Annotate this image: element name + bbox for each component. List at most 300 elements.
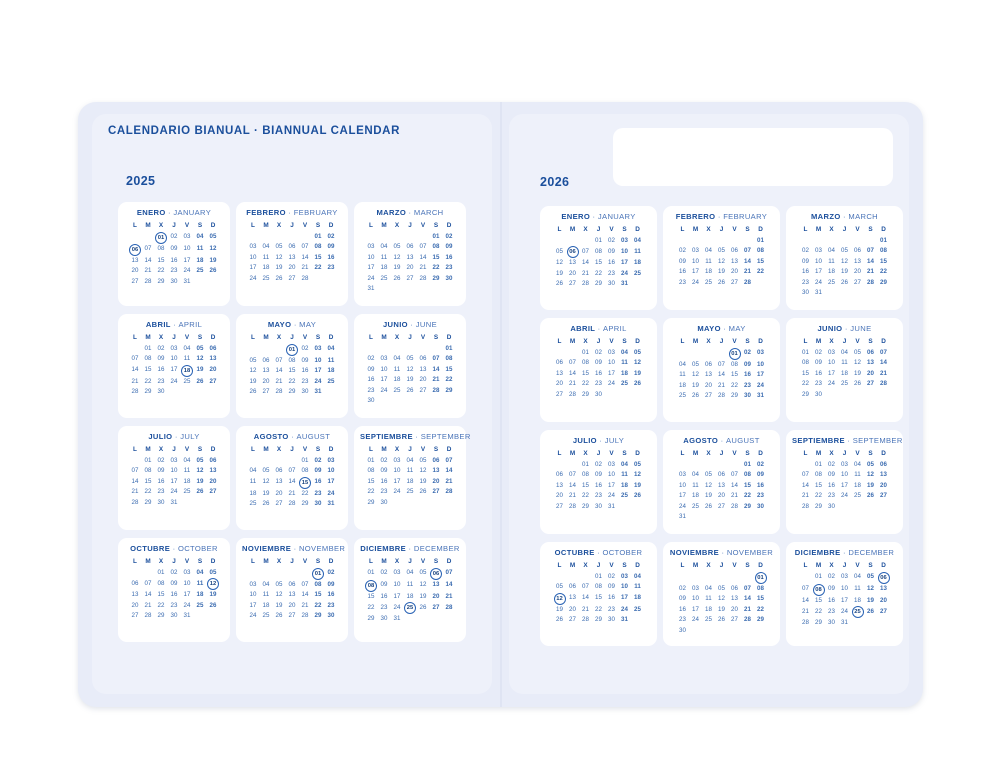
- weekend-day[interactable]: 16: [327, 253, 335, 261]
- day-cell[interactable]: 04: [406, 456, 414, 464]
- month-card[interactable]: [118, 314, 230, 418]
- day-cell[interactable]: 28: [288, 500, 296, 507]
- day-cell[interactable]: 17: [841, 596, 848, 604]
- weekend-day[interactable]: 26: [867, 492, 874, 499]
- day-cell[interactable]: 16: [380, 477, 388, 485]
- weekend-day[interactable]: 24: [327, 489, 335, 497]
- day-cell[interactable]: 03: [367, 243, 375, 250]
- day-cell[interactable]: 09: [367, 365, 375, 373]
- weekend-day[interactable]: 11: [196, 245, 204, 253]
- day-cell[interactable]: 06: [731, 584, 738, 592]
- day-cell[interactable]: 20: [569, 269, 576, 277]
- month-card[interactable]: [540, 206, 657, 310]
- day-cell[interactable]: 08: [815, 471, 822, 478]
- day-cell[interactable]: 13: [275, 478, 283, 486]
- day-cell[interactable]: 01: [157, 568, 165, 576]
- day-cell[interactable]: 19: [406, 376, 414, 383]
- day-cell[interactable]: 21: [288, 489, 296, 497]
- weekend-day[interactable]: 28: [867, 278, 874, 286]
- weekend-day[interactable]: 16: [445, 253, 453, 261]
- day-cell[interactable]: 07: [275, 356, 283, 364]
- day-cell[interactable]: 28: [569, 502, 576, 510]
- day-cell[interactable]: 23: [301, 377, 309, 385]
- day-cell[interactable]: 07: [288, 467, 296, 474]
- day-cell[interactable]: 06: [406, 243, 414, 250]
- holiday-day[interactable]: 01: [286, 344, 299, 356]
- day-cell[interactable]: 27: [131, 277, 139, 285]
- day-cell[interactable]: 22: [802, 380, 809, 387]
- weekend-day[interactable]: 21: [867, 268, 874, 275]
- day-cell[interactable]: 01: [367, 569, 375, 577]
- month-card[interactable]: [118, 202, 230, 306]
- day-cell[interactable]: 01: [367, 456, 375, 464]
- weekend-day[interactable]: 29: [880, 278, 887, 286]
- day-cell[interactable]: 09: [595, 471, 602, 478]
- weekend-day[interactable]: 19: [196, 366, 204, 374]
- weekend-day[interactable]: 14: [867, 257, 874, 265]
- day-cell[interactable]: 03: [393, 569, 401, 577]
- weekend-day[interactable]: 29: [445, 386, 453, 394]
- day-cell[interactable]: 31: [815, 289, 822, 296]
- day-cell[interactable]: 26: [275, 274, 283, 282]
- day-cell[interactable]: 02: [170, 233, 178, 241]
- weekend-day[interactable]: 24: [621, 269, 628, 277]
- day-cell[interactable]: 27: [262, 388, 270, 395]
- weekend-day[interactable]: 26: [634, 380, 641, 387]
- weekend-day[interactable]: 05: [196, 344, 204, 352]
- day-cell[interactable]: 10: [692, 257, 699, 265]
- weekend-day[interactable]: 30: [744, 392, 751, 399]
- day-cell[interactable]: 27: [288, 612, 296, 619]
- day-cell[interactable]: 20: [288, 264, 296, 271]
- holiday-day[interactable]: 06: [129, 244, 142, 256]
- day-cell[interactable]: 04: [692, 471, 699, 478]
- day-cell[interactable]: 30: [608, 280, 615, 287]
- month-card[interactable]: [354, 538, 466, 642]
- day-cell[interactable]: 24: [249, 274, 257, 282]
- day-cell[interactable]: 29: [595, 280, 602, 287]
- day-cell[interactable]: 23: [608, 605, 615, 613]
- weekend-day[interactable]: 24: [314, 377, 322, 385]
- day-cell[interactable]: 30: [157, 388, 165, 395]
- day-cell[interactable]: 13: [419, 365, 427, 373]
- weekend-day[interactable]: 01: [744, 460, 751, 468]
- weekend-day[interactable]: 25: [621, 380, 628, 387]
- weekend-day[interactable]: 22: [757, 605, 764, 613]
- day-cell[interactable]: 12: [249, 367, 257, 374]
- day-cell[interactable]: 01: [815, 460, 822, 468]
- weekend-day[interactable]: 08: [757, 584, 764, 592]
- day-cell[interactable]: 28: [802, 502, 809, 510]
- day-cell[interactable]: 24: [828, 380, 835, 387]
- weekend-day[interactable]: 13: [209, 355, 217, 362]
- day-cell[interactable]: 03: [170, 344, 178, 352]
- day-cell[interactable]: 10: [183, 579, 191, 587]
- day-cell[interactable]: 07: [731, 471, 738, 478]
- weekend-day[interactable]: 15: [757, 257, 764, 265]
- weekend-day[interactable]: 11: [634, 247, 641, 255]
- day-cell[interactable]: 20: [288, 601, 296, 609]
- day-cell[interactable]: 15: [731, 371, 738, 378]
- weekend-day[interactable]: 13: [867, 359, 874, 366]
- day-cell[interactable]: 15: [595, 259, 602, 266]
- month-card[interactable]: [354, 314, 466, 418]
- day-cell[interactable]: 12: [705, 481, 712, 489]
- holiday-day[interactable]: 01: [155, 232, 168, 244]
- day-cell[interactable]: 15: [157, 591, 165, 598]
- day-cell[interactable]: 21: [144, 601, 152, 609]
- day-cell[interactable]: 26: [249, 388, 257, 395]
- day-cell[interactable]: 21: [802, 607, 809, 615]
- weekend-day[interactable]: 18: [634, 259, 641, 266]
- day-cell[interactable]: 03: [815, 247, 822, 254]
- weekend-day[interactable]: 21: [445, 477, 453, 485]
- day-cell[interactable]: 10: [841, 585, 848, 593]
- day-cell[interactable]: 23: [828, 607, 835, 615]
- weekend-day[interactable]: 31: [621, 280, 628, 287]
- day-cell[interactable]: 16: [595, 481, 602, 489]
- month-card[interactable]: [663, 542, 780, 646]
- day-cell[interactable]: 14: [718, 371, 725, 378]
- day-cell[interactable]: 21: [131, 377, 139, 385]
- day-cell[interactable]: 01: [582, 460, 589, 468]
- weekend-day[interactable]: 08: [757, 247, 764, 254]
- day-cell[interactable]: 07: [131, 355, 139, 362]
- weekend-day[interactable]: 24: [757, 381, 764, 389]
- day-cell[interactable]: 02: [828, 460, 835, 468]
- day-cell[interactable]: 14: [582, 259, 589, 266]
- day-cell[interactable]: 24: [170, 488, 178, 495]
- weekend-day[interactable]: 14: [432, 365, 440, 373]
- day-cell[interactable]: 18: [828, 268, 835, 275]
- day-cell[interactable]: 27: [569, 280, 576, 287]
- day-cell[interactable]: 16: [828, 596, 835, 604]
- day-cell[interactable]: 20: [262, 377, 270, 385]
- weekend-day[interactable]: 02: [327, 569, 335, 577]
- day-cell[interactable]: 30: [157, 498, 165, 506]
- weekend-day[interactable]: 01: [432, 232, 440, 240]
- weekend-day[interactable]: 25: [196, 601, 204, 609]
- month-card[interactable]: [786, 542, 903, 646]
- weekend-day[interactable]: 21: [744, 605, 751, 613]
- weekend-day[interactable]: 05: [634, 460, 641, 468]
- weekend-day[interactable]: 02: [744, 349, 751, 357]
- day-cell[interactable]: 25: [854, 492, 861, 499]
- weekend-day[interactable]: 26: [209, 601, 217, 609]
- day-cell[interactable]: 22: [367, 488, 375, 495]
- weekend-day[interactable]: 19: [634, 481, 641, 489]
- day-cell[interactable]: 10: [380, 365, 388, 373]
- day-cell[interactable]: 09: [157, 355, 165, 362]
- day-cell[interactable]: 11: [380, 253, 388, 261]
- day-cell[interactable]: 04: [828, 247, 835, 254]
- day-cell[interactable]: 08: [157, 245, 165, 253]
- day-cell[interactable]: 22: [815, 492, 822, 499]
- day-cell[interactable]: 16: [367, 376, 375, 383]
- day-cell[interactable]: 24: [393, 603, 401, 611]
- day-cell[interactable]: 27: [718, 502, 725, 510]
- day-cell[interactable]: 18: [406, 592, 414, 600]
- day-cell[interactable]: 03: [841, 460, 848, 468]
- day-cell[interactable]: 02: [380, 456, 388, 464]
- day-cell[interactable]: 30: [815, 390, 822, 398]
- day-cell[interactable]: 20: [705, 381, 712, 389]
- weekend-day[interactable]: 08: [744, 471, 751, 478]
- weekend-day[interactable]: 04: [327, 345, 335, 353]
- day-cell[interactable]: 14: [569, 369, 576, 377]
- weekend-day[interactable]: 25: [634, 269, 641, 277]
- weekend-day[interactable]: 02: [757, 460, 764, 468]
- day-cell[interactable]: 21: [301, 264, 309, 271]
- weekend-day[interactable]: 23: [314, 489, 322, 497]
- day-cell[interactable]: 02: [595, 460, 602, 468]
- day-cell[interactable]: 16: [157, 477, 165, 485]
- day-cell[interactable]: 23: [157, 488, 165, 495]
- day-cell[interactable]: 26: [718, 616, 725, 623]
- day-cell[interactable]: 16: [170, 256, 178, 264]
- weekend-day[interactable]: 22: [880, 268, 887, 275]
- day-cell[interactable]: 06: [569, 583, 576, 590]
- day-cell[interactable]: 18: [249, 489, 257, 497]
- weekend-day[interactable]: 04: [621, 348, 628, 356]
- day-cell[interactable]: 17: [393, 592, 401, 600]
- day-cell[interactable]: 16: [679, 605, 686, 613]
- weekend-day[interactable]: 10: [757, 360, 764, 368]
- weekend-day[interactable]: 15: [314, 253, 322, 261]
- day-cell[interactable]: 02: [679, 584, 686, 592]
- day-cell[interactable]: 14: [569, 481, 576, 489]
- day-cell[interactable]: 02: [157, 344, 165, 352]
- day-cell[interactable]: 20: [731, 605, 738, 613]
- day-cell[interactable]: 30: [380, 498, 388, 506]
- day-cell[interactable]: 24: [170, 377, 178, 385]
- day-cell[interactable]: 10: [679, 481, 686, 489]
- day-cell[interactable]: 05: [419, 569, 427, 577]
- day-cell[interactable]: 17: [815, 268, 822, 275]
- day-cell[interactable]: 13: [731, 257, 738, 265]
- day-cell[interactable]: 21: [718, 381, 725, 389]
- day-cell[interactable]: 04: [262, 580, 270, 588]
- day-cell[interactable]: 21: [569, 380, 576, 387]
- day-cell[interactable]: 06: [131, 579, 139, 587]
- weekend-day[interactable]: 07: [744, 247, 751, 254]
- weekend-day[interactable]: 20: [432, 477, 440, 485]
- day-cell[interactable]: 03: [183, 568, 191, 576]
- day-cell[interactable]: 31: [170, 498, 178, 506]
- day-cell[interactable]: 03: [183, 233, 191, 241]
- day-cell[interactable]: 11: [854, 471, 861, 478]
- day-cell[interactable]: 14: [288, 478, 296, 486]
- day-cell[interactable]: 24: [393, 488, 401, 495]
- weekend-day[interactable]: 11: [196, 579, 204, 587]
- day-cell[interactable]: 19: [854, 369, 861, 377]
- weekend-day[interactable]: 14: [744, 257, 751, 265]
- day-cell[interactable]: 18: [705, 605, 712, 613]
- day-cell[interactable]: 17: [692, 605, 699, 613]
- day-cell[interactable]: 28: [802, 619, 809, 626]
- day-cell[interactable]: 25: [380, 274, 388, 282]
- day-cell[interactable]: 12: [556, 259, 563, 266]
- day-cell[interactable]: 23: [380, 603, 388, 611]
- holiday-day[interactable]: 12: [553, 593, 566, 605]
- day-cell[interactable]: 25: [692, 502, 699, 510]
- day-cell[interactable]: 15: [582, 369, 589, 377]
- day-cell[interactable]: 14: [802, 596, 809, 604]
- day-cell[interactable]: 30: [802, 289, 809, 296]
- day-cell[interactable]: 07: [718, 360, 725, 368]
- day-cell[interactable]: 29: [157, 277, 165, 285]
- day-cell[interactable]: 12: [718, 595, 725, 602]
- day-cell[interactable]: 06: [419, 355, 427, 362]
- day-cell[interactable]: 09: [815, 359, 822, 366]
- weekend-day[interactable]: 28: [744, 278, 751, 286]
- month-card[interactable]: [786, 430, 903, 534]
- day-cell[interactable]: 31: [841, 619, 848, 626]
- weekend-day[interactable]: 07: [445, 456, 453, 464]
- weekend-day[interactable]: 06: [209, 344, 217, 352]
- day-cell[interactable]: 12: [275, 591, 283, 598]
- day-cell[interactable]: 09: [157, 467, 165, 474]
- weekend-day[interactable]: 17: [621, 594, 628, 602]
- weekend-day[interactable]: 05: [867, 573, 874, 581]
- day-cell[interactable]: 22: [595, 605, 602, 613]
- weekend-day[interactable]: 27: [880, 492, 887, 499]
- day-cell[interactable]: 17: [393, 477, 401, 485]
- day-cell[interactable]: 30: [828, 619, 835, 626]
- day-cell[interactable]: 08: [301, 467, 309, 474]
- weekend-day[interactable]: 27: [432, 488, 440, 495]
- day-cell[interactable]: 28: [301, 274, 309, 282]
- day-cell[interactable]: 13: [406, 253, 414, 261]
- day-cell[interactable]: 09: [679, 257, 686, 265]
- day-cell[interactable]: 23: [157, 377, 165, 385]
- day-cell[interactable]: 03: [841, 573, 848, 581]
- day-cell[interactable]: 20: [718, 492, 725, 499]
- day-cell[interactable]: 19: [275, 601, 283, 609]
- day-cell[interactable]: 15: [802, 369, 809, 377]
- day-cell[interactable]: 22: [731, 381, 738, 389]
- day-cell[interactable]: 13: [131, 591, 139, 598]
- day-cell[interactable]: 28: [275, 388, 283, 395]
- day-cell[interactable]: 22: [157, 601, 165, 609]
- day-cell[interactable]: 09: [828, 585, 835, 593]
- weekend-day[interactable]: 27: [867, 380, 874, 387]
- weekend-day[interactable]: 14: [445, 581, 453, 589]
- day-cell[interactable]: 07: [802, 471, 809, 478]
- day-cell[interactable]: 09: [380, 467, 388, 474]
- day-cell[interactable]: 19: [393, 264, 401, 271]
- day-cell[interactable]: 09: [595, 359, 602, 366]
- day-cell[interactable]: 20: [556, 380, 563, 387]
- day-cell[interactable]: 09: [828, 471, 835, 478]
- weekend-day[interactable]: 20: [432, 592, 440, 600]
- day-cell[interactable]: 24: [367, 274, 375, 282]
- weekend-day[interactable]: 28: [744, 616, 751, 623]
- weekend-day[interactable]: 05: [209, 233, 217, 241]
- day-cell[interactable]: 31: [608, 502, 615, 510]
- weekend-day[interactable]: 17: [621, 259, 628, 266]
- day-cell[interactable]: 05: [556, 247, 563, 255]
- day-cell[interactable]: 13: [731, 595, 738, 602]
- day-cell[interactable]: 24: [608, 380, 615, 387]
- weekend-day[interactable]: 07: [744, 584, 751, 592]
- day-cell[interactable]: 02: [608, 572, 615, 580]
- day-cell[interactable]: 09: [608, 247, 615, 255]
- day-cell[interactable]: 10: [183, 245, 191, 253]
- day-cell[interactable]: 19: [692, 381, 699, 389]
- day-cell[interactable]: 21: [582, 605, 589, 613]
- day-cell[interactable]: 02: [815, 348, 822, 356]
- day-cell[interactable]: 27: [288, 274, 296, 282]
- weekend-day[interactable]: 23: [327, 601, 335, 609]
- weekend-day[interactable]: 27: [209, 488, 217, 495]
- day-cell[interactable]: 03: [608, 348, 615, 356]
- weekend-day[interactable]: 22: [314, 264, 322, 271]
- day-cell[interactable]: 18: [406, 477, 414, 485]
- day-cell[interactable]: 26: [841, 278, 848, 286]
- day-cell[interactable]: 20: [131, 601, 139, 609]
- day-cell[interactable]: 30: [301, 388, 309, 395]
- weekend-day[interactable]: 29: [744, 502, 751, 510]
- weekend-day[interactable]: 11: [621, 359, 628, 366]
- day-cell[interactable]: 25: [705, 616, 712, 623]
- weekend-day[interactable]: 20: [880, 481, 887, 489]
- day-cell[interactable]: 20: [275, 489, 283, 497]
- day-cell[interactable]: 24: [841, 492, 848, 499]
- day-cell[interactable]: 10: [608, 471, 615, 478]
- day-cell[interactable]: 25: [183, 488, 191, 495]
- day-cell[interactable]: 10: [170, 467, 178, 474]
- weekend-day[interactable]: 20: [867, 369, 874, 377]
- day-cell[interactable]: 22: [144, 488, 152, 495]
- day-cell[interactable]: 16: [802, 268, 809, 275]
- day-cell[interactable]: 05: [262, 467, 270, 474]
- weekend-day[interactable]: 18: [621, 369, 628, 377]
- day-cell[interactable]: 27: [275, 500, 283, 507]
- month-card[interactable]: [236, 314, 348, 418]
- weekend-day[interactable]: 30: [314, 500, 322, 507]
- month-card[interactable]: [236, 426, 348, 530]
- day-cell[interactable]: 22: [582, 380, 589, 387]
- weekend-day[interactable]: 14: [445, 467, 453, 474]
- day-cell[interactable]: 26: [556, 616, 563, 623]
- day-cell[interactable]: 24: [249, 612, 257, 619]
- day-cell[interactable]: 12: [692, 371, 699, 378]
- day-cell[interactable]: 02: [367, 355, 375, 362]
- day-cell[interactable]: 19: [718, 268, 725, 275]
- day-cell[interactable]: 08: [144, 355, 152, 362]
- day-cell[interactable]: 06: [262, 356, 270, 364]
- day-cell[interactable]: 01: [815, 573, 822, 581]
- weekend-day[interactable]: 18: [196, 591, 204, 598]
- day-cell[interactable]: 10: [170, 355, 178, 362]
- day-cell[interactable]: 12: [262, 478, 270, 486]
- day-cell[interactable]: 13: [556, 481, 563, 489]
- day-cell[interactable]: 20: [419, 376, 427, 383]
- day-cell[interactable]: 25: [262, 274, 270, 282]
- day-cell[interactable]: 19: [705, 492, 712, 499]
- weekend-day[interactable]: 26: [196, 488, 204, 495]
- day-cell[interactable]: 19: [262, 489, 270, 497]
- day-cell[interactable]: 06: [556, 471, 563, 478]
- day-cell[interactable]: 15: [157, 256, 165, 264]
- holiday-day[interactable]: 12: [207, 578, 220, 590]
- weekend-day[interactable]: 01: [445, 344, 453, 352]
- weekend-day[interactable]: 22: [445, 376, 453, 383]
- day-cell[interactable]: 03: [692, 584, 699, 592]
- weekend-day[interactable]: 08: [314, 580, 322, 588]
- day-cell[interactable]: 01: [595, 572, 602, 580]
